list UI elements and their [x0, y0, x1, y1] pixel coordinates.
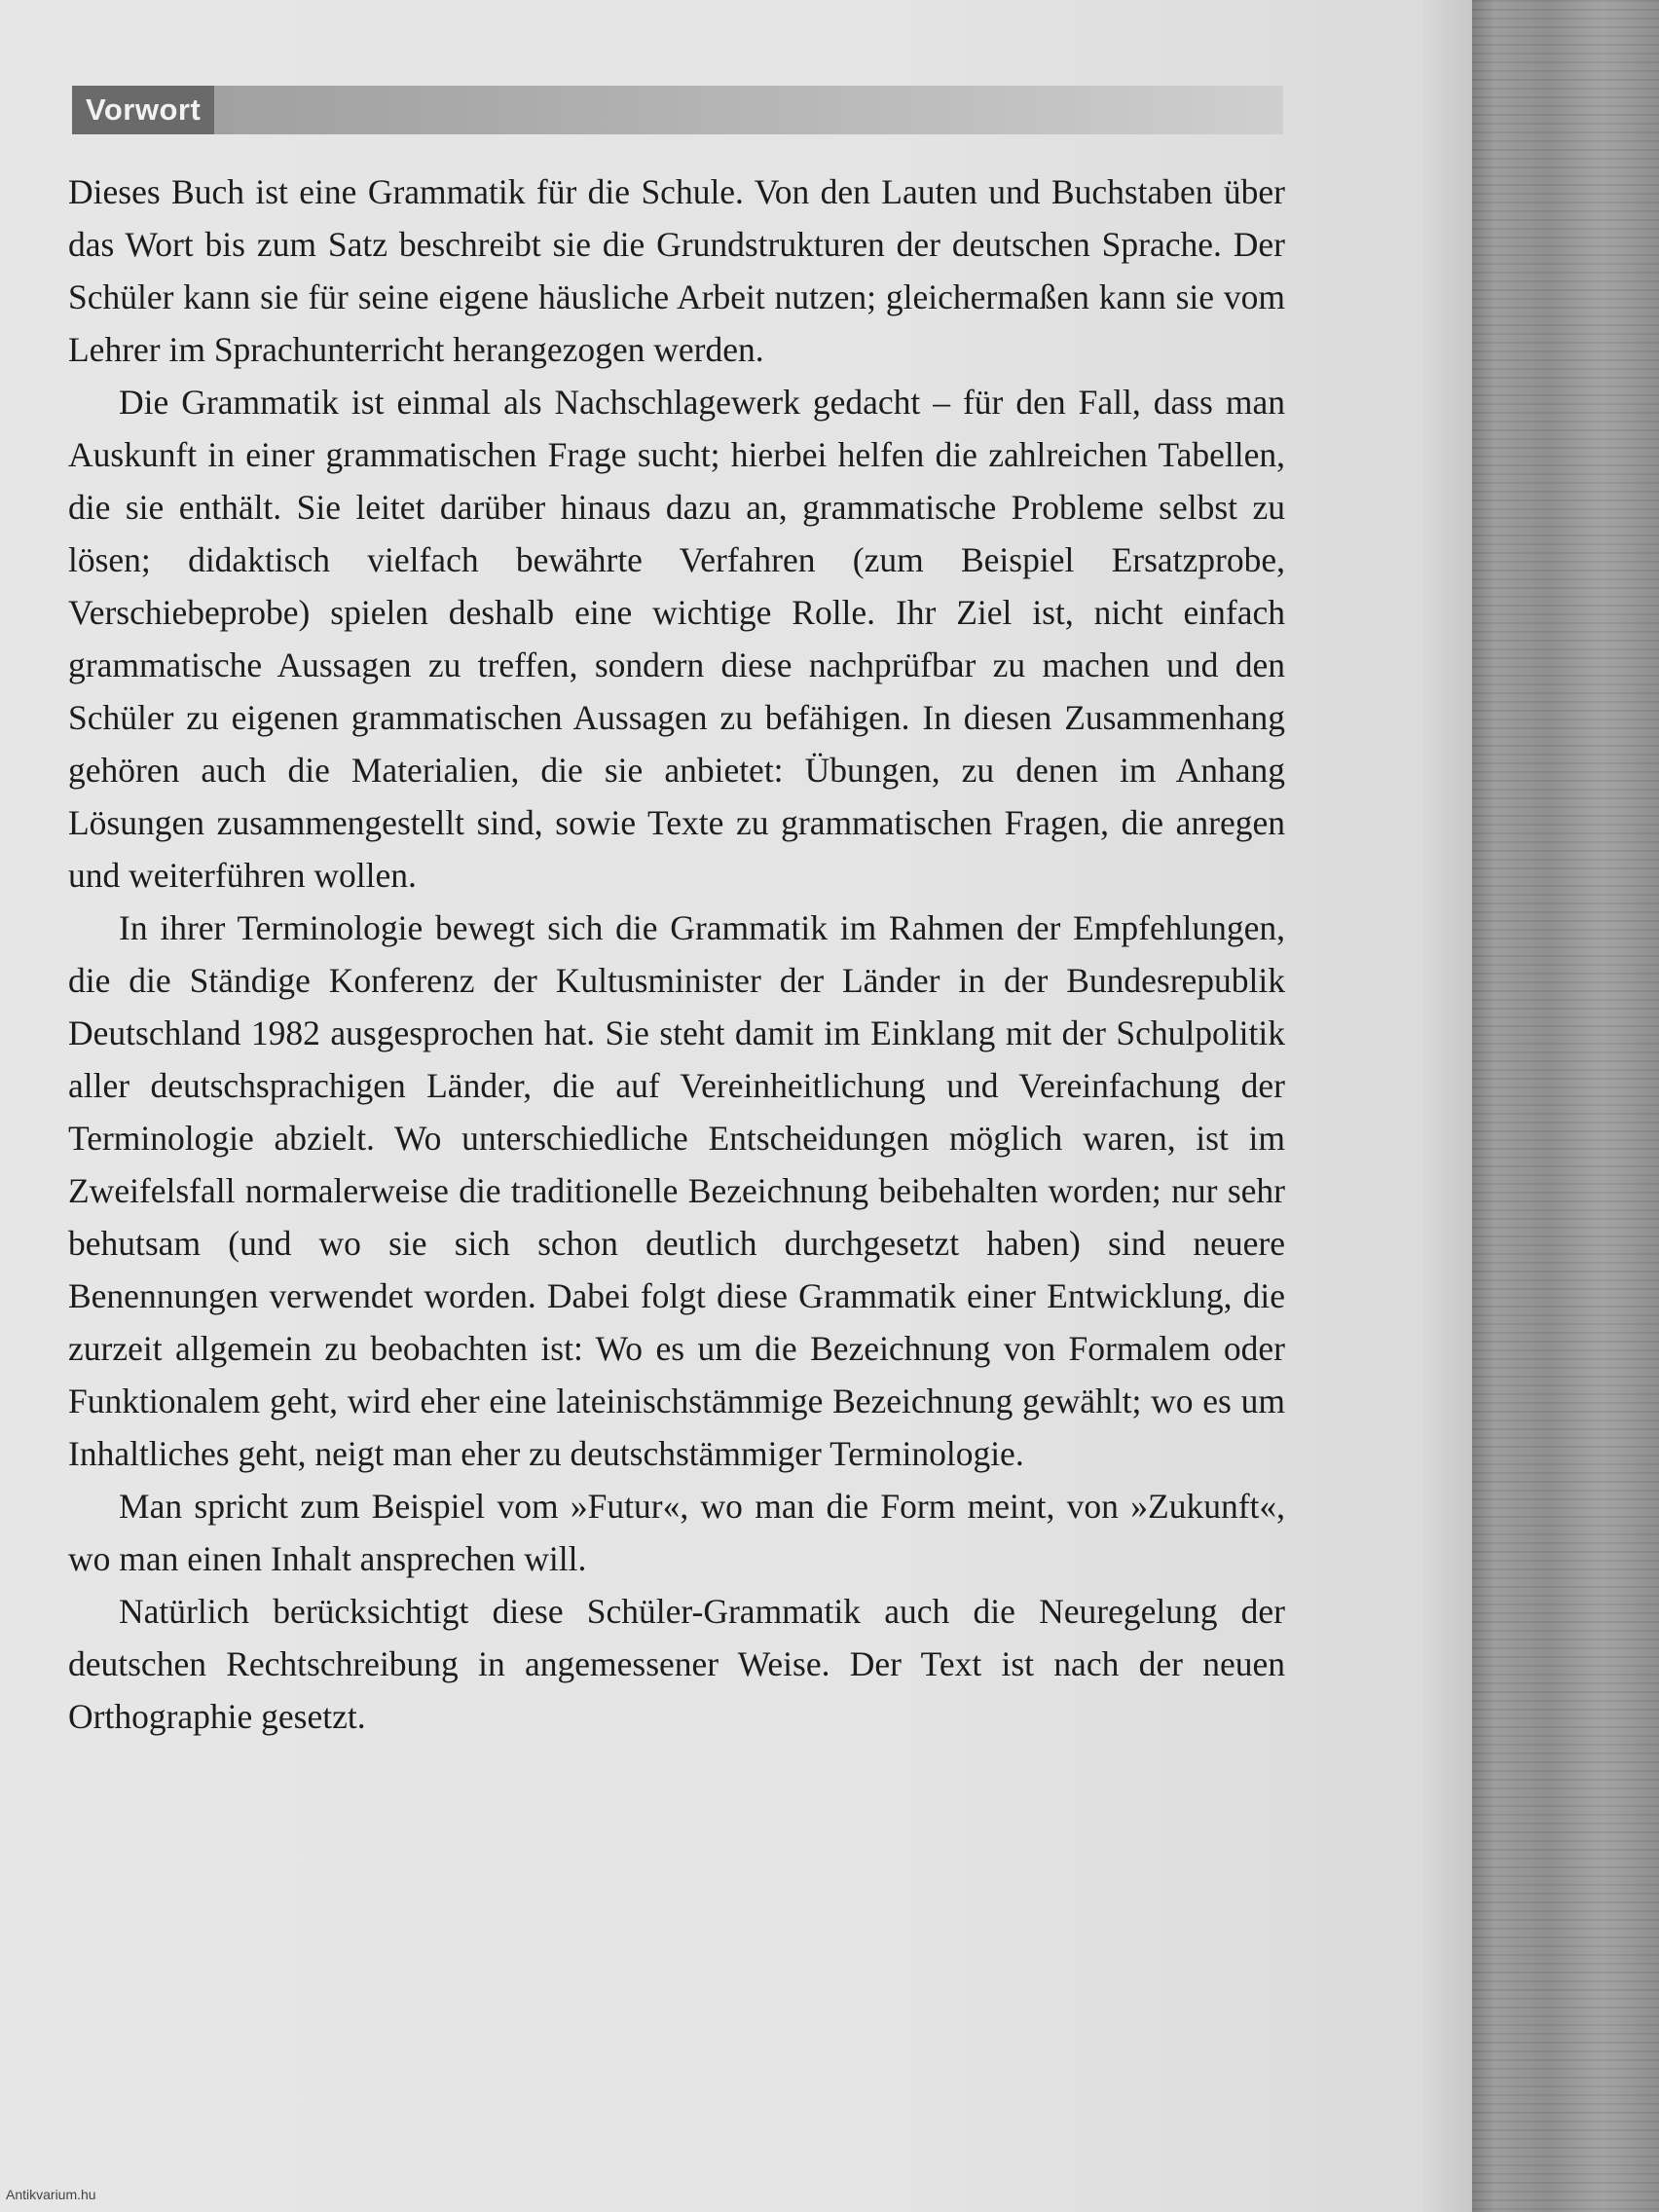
watermark: Antikvarium.hu [6, 2187, 96, 2202]
paragraph-2: Die Grammatik ist einmal als Nachschlagewerk gedacht – für den Fall, dass man Auskunft in einer grammatischen Frage sucht; hierbei helfen die zahlreichen Tabellen, die sie enthält. Sie leitet darüber hinaus dazu an, grammatische Probleme selbst zu lösen; didaktisch vielfach bewährte Verfahren (zum Beispiel Ersatzprobe, Verschiebeprobe) spielen deshalb eine wichtige Rolle. Ihr Ziel ist, nicht einfach grammatische Aussagen zu treffen, sondern diese nachprüfbar zu machen und den Schüler zu eigenen grammatischen Aussagen zu befähigen. In diesen Zusammenhang gehören auch die Materialien, die sie anbietet: Übungen, zu denen im Anhang Lösungen zusammengestellt sind, sowie Texte zu grammatischen Fragen, die anregen und weiterführen wollen. [68, 383, 1285, 895]
body-text [68, 166, 1285, 1743]
paragraph-1: Dieses Buch ist eine Grammatik für die Schule. Von den Lauten und Buchstaben über das Wort bis zum Satz beschreibt sie die Grundstrukturen der deutschen Sprache. Der Schüler kann sie für seine eigene häusliche Arbeit nutzen; gleichermaßen kann sie vom Lehrer im Sprachunterricht herangezogen werden. [68, 172, 1285, 369]
section-title: Vorwort [72, 86, 214, 134]
book-binding [1472, 0, 1659, 2212]
paragraph-5: Natürlich berücksichtigt diese Schüler-Grammatik auch die Neuregelung der deutschen Rechtschreibung in angemessener Weise. Der Text ist nach der neuen Orthographie gesetzt. [68, 1592, 1285, 1736]
page-edge-shadow [1423, 0, 1472, 2212]
paragraph-4: Man spricht zum Beispiel vom »Futur«, wo man die Form meint, von »Zukunft«, wo man einen Inhalt ansprechen will. [68, 1487, 1285, 1578]
section-header-bar [72, 86, 1283, 134]
paragraph-3: In ihrer Terminologie bewegt sich die Grammatik im Rahmen der Empfehlungen, die die Ständige Konferenz der Kultusminister der Länder in der Bundesrepublik Deutschland 1982 ausgesprochen hat. Sie steht damit im Einklang mit der Schulpolitik aller deutschsprachigen Länder, die auf Vereinheitlichung und Vereinfachung der Terminologie abzielt. Wo unterschiedliche Entscheidungen möglich waren, ist im Zweifelsfall normalerweise die traditionelle Bezeichnung beibehalten worden; nur sehr behutsam (und wo sie sich schon deutlich durchgesetzt haben) sind neuere Benennungen verwendet worden. Dabei folgt diese Grammatik einer Entwicklung, die zurzeit allgemein zu beobachten ist: Wo es um die Bezeichnung von Formalem oder Funktionalem geht, wird eher eine lateinischstämmige Bezeichnung gewählt; wo es um Inhaltliches geht, neigt man eher zu deutschstämmiger Terminologie. [68, 908, 1285, 1473]
